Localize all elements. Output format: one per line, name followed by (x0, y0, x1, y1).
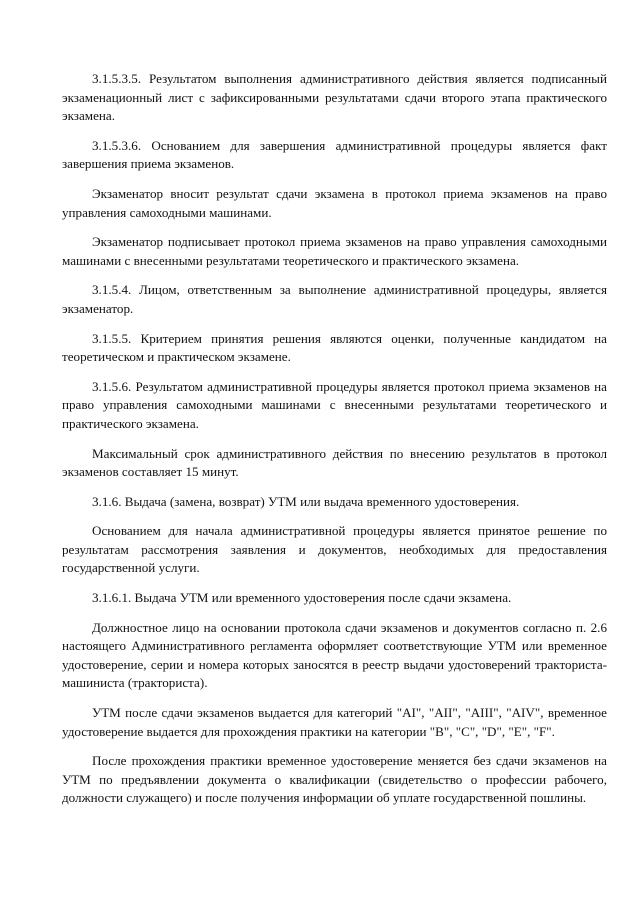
paragraph-3-1-5-3-6: 3.1.5.3.6. Основанием для завершения административной процедуры является факт завершения приема экзаменов. (62, 137, 607, 172)
paragraph-3-1-5-5: 3.1.5.5. Критерием принятия решения являются оценки, полученные кандидатом на теоретическом и практическом экзамене. (62, 330, 607, 365)
paragraph-procedure-basis: Основанием для начала административной процедуры является принятое решение по результатам рассмотрения заявления и документов, необходимых для предоставления государственной услуги. (62, 523, 607, 576)
paragraph-examiner-records-result: Экзаменатор вносит результат сдачи экзамена в протокол приема экзаменов на право управления самоходными машинами. (62, 185, 607, 220)
paragraph-3-1-6-1: 3.1.6.1. Выдача УТМ или временного удостоверения после сдачи экзамена. (92, 590, 512, 606)
paragraph-3-1-5-4: 3.1.5.4. Лицом, ответственным за выполнение административной процедуры, является экзаменатор. (62, 282, 607, 316)
paragraph-3-1-5-6: 3.1.5.6. Результатом административной процедуры является протокол приема экзаменов на право управления самоходными машинами с внесенными результатами теоретического и практического экзамена. (62, 378, 607, 431)
paragraph-3-1-5-3-5: 3.1.5.3.5. Результатом выполнения административного действия является подписанный экзаменационный лист с зафиксированными результатами сдачи второго этапа практического экзамена. (62, 71, 607, 124)
paragraph-official-issues: Должностное лицо на основании протокола сдачи экзаменов и документов согласно п. 2.6 настоящего Административного регламента оформляет соответствующие УТМ или временное удостоверение, серии и номера которых заносятся в реестр выдачи удостоверений тракториста-машиниста (тракториста). (62, 619, 607, 691)
paragraph-categories: УТМ после сдачи экзаменов выдается для категорий "AI", "AII", "AIII", "AIV", временное удостоверение выдается для прохождения практики на категории "B", "C", "D", "E", "F". (62, 705, 607, 739)
paragraph-examiner-signs-protocol: Экзаменатор подписывает протокол приема экзаменов на право управления самоходными машинами с внесенными результатами теоретического и практического экзамена. (62, 234, 607, 268)
document-body (62, 70, 607, 819)
paragraph-3-1-6: 3.1.6. Выдача (замена, возврат) УТМ или выдача временного удостоверения. (92, 493, 520, 509)
paragraph-after-practice: После прохождения практики временное удостоверение меняется без сдачи экзаменов на УТМ по предъявлении документа о квалификации (свидетельство о профессии рабочего, должности служащего) и после получения информации об уплате государственной пошлины. (62, 753, 607, 806)
paragraph-max-duration: Максимальный срок административного действия по внесению результатов в протокол экзаменов составляет 15 минут. (62, 445, 607, 480)
